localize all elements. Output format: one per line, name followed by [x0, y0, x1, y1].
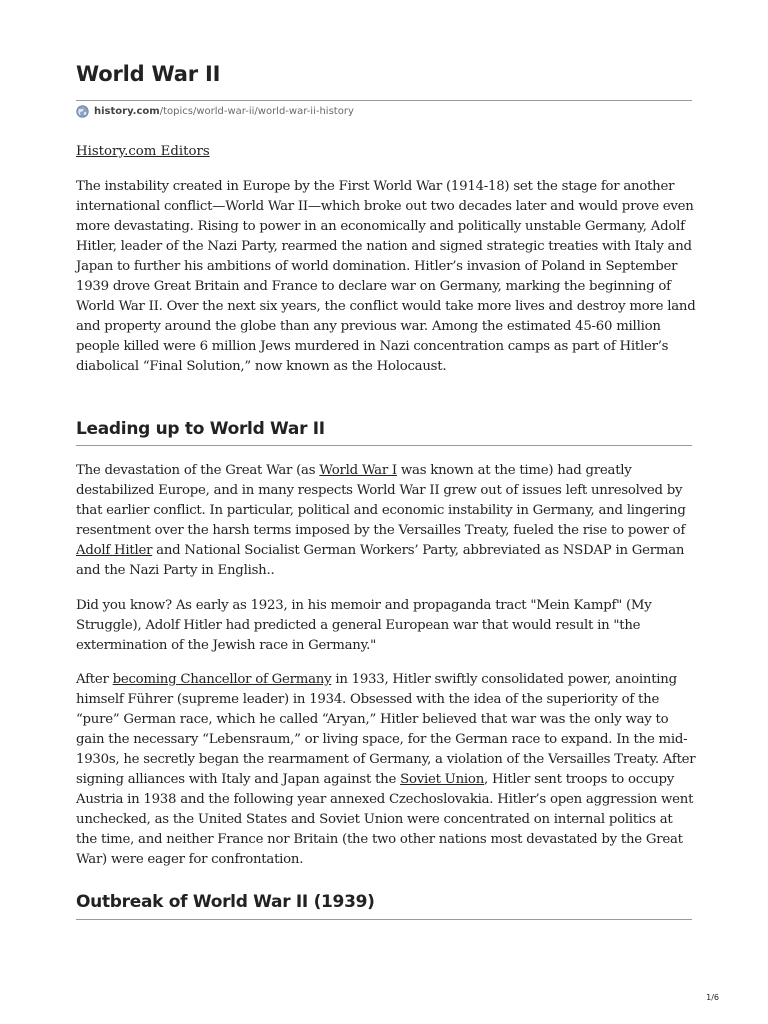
- source-link[interactable]: [76, 105, 354, 118]
- link-soviet-union[interactable]: Soviet Union: [400, 772, 485, 787]
- text-run: and National Socialist German Workers’ Party, abbreviated as NSDAP in German and the Nazi Party in English..: [76, 543, 685, 578]
- globe-icon: [76, 105, 89, 118]
- text-run: in 1933, Hitler swiftly consolidated power, anointing himself Führer (supreme leader) in 1934. Obsessed with the idea of the superiority of the “pure” German race, which he called “Aryan,” Hitler believed that war was the only way to gain the necessary “Lebensraum,” or living space, for the German race to expand. In the mid-1930s, he secretly began the rearmament of Germany, a violation of the Versailles Treaty. After signing alliances with Italy and Japan against the: [76, 672, 696, 787]
- source-path: /topics/world-war-ii/world-war-ii-history: [159, 106, 354, 117]
- intro-paragraph: The instability created in Europe by the First World War (1914-18) set the stage for another international conflict—World War II—which broke out two decades later and would prove even more devastating. Rising to power in an economically and politically unstable Germany, Adolf Hitler, leader of the Nazi Party, rearmed the nation and signed strategic treaties with Italy and Japan to further his ambitions of world domination. Hitler’s invasion of Poland in September 1939 drove Great Britain and France to declare war on Germany, marking the beginning of World War II. Over the next six years, the conflict would take more lives and destroy more land and property around the globe than any previous war. Among the estimated 45-60 million people killed were 6 million Jews murdered in Nazi concentration camps as part of Hitler’s diabolical “Final Solution,” now known as the Holocaust.: [76, 179, 696, 374]
- page-number: 1/6: [706, 993, 719, 1002]
- link-world-war-i[interactable]: World War I: [319, 463, 397, 478]
- page-title: World War II: [76, 62, 221, 86]
- section-heading-outbreak: Outbreak of World War II (1939): [76, 892, 375, 912]
- link-becoming-chancellor[interactable]: becoming Chancellor of Germany: [112, 672, 332, 687]
- link-adolf-hitler[interactable]: Adolf Hitler: [76, 543, 153, 558]
- title-divider: [76, 100, 692, 101]
- paragraph-did-you-know: Did you know? As early as 1923, in his memoir and propaganda tract "Mein Kampf" (My Struggle), Adolf Hitler had predicted a general European war that would result in "the extermination of the Jewish race in Germany.": [76, 598, 652, 653]
- text-run: , Hitler sent troops to occupy Austria in 1938 and the following year annexed Czechoslovakia. Hitler’s open aggression went unchecked, as the United States and Soviet Union were concentrated on internal politics at the time, and neither France nor Britain (the two other nations most devastated by the Great War) were eager for confrontation.: [76, 772, 694, 867]
- text-run: The devastation of the Great War (as: [76, 463, 320, 478]
- paragraph-chancellor: [76, 670, 696, 870]
- section-heading-leading-up: Leading up to World War II: [76, 419, 325, 439]
- section-divider: [76, 445, 692, 446]
- section-divider: [76, 919, 692, 920]
- text-run: After: [76, 672, 113, 687]
- source-domain: history.com: [94, 106, 160, 117]
- author-link[interactable]: History.com Editors: [76, 144, 210, 159]
- text-run: was known at the time) had greatly destabilized Europe, and in many respects World War II grew out of issues left unresolved by that earlier conflict. In particular, political and economic instability in Germany, and lingering resentment over the harsh terms imposed by the Versailles Treaty, fueled the rise to power of: [76, 463, 686, 538]
- paragraph-great-war: [76, 461, 696, 581]
